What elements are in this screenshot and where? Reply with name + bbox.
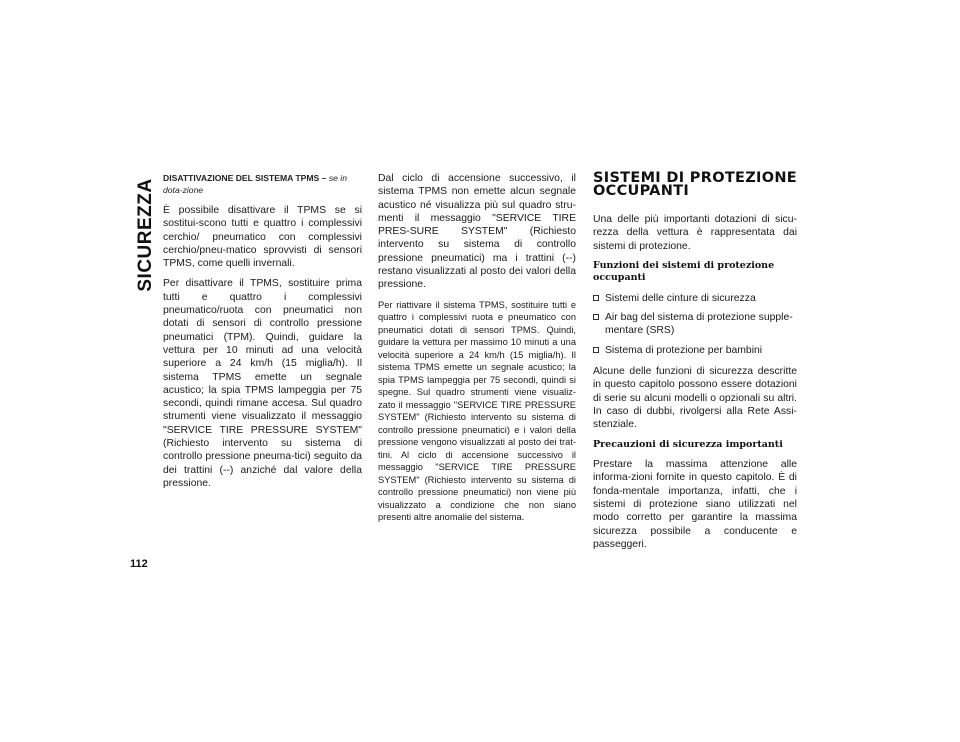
list-item	[593, 311, 797, 338]
page-number: 112	[130, 558, 148, 570]
list-item	[593, 292, 797, 305]
list-item-label: Sistema di protezione per bambini	[605, 344, 763, 356]
list-item	[593, 344, 797, 357]
protection-systems-list	[593, 292, 797, 357]
section-title: SISTEMI DI PROTEZIONE OCCUPANTI	[593, 170, 797, 199]
square-bullet-icon	[593, 295, 599, 301]
tpms-deactivation-heading	[163, 172, 362, 196]
square-bullet-icon	[593, 347, 599, 353]
precautions-paragraph: Prestare la massima attenzione alle informa-zioni fornite in questo capitolo. È di fonda-mentale importanza, infatti, che i sistemi di protezione siano utilizzati nel modo corretto per garantire la massima sicurezza possibile a conducente e passeggeri.	[593, 459, 797, 550]
section-side-label-text: SICUREZZA	[135, 178, 156, 292]
sub-heading-precautions: Precauzioni di sicurezza importanti	[593, 438, 783, 450]
tpms-paragraph: Per riattivare il sistema TPMS, sostituire tutti e quattro i complessivi ruota e pneumatico con pneumatici dotati di sensori TPMS. Quindi, guidare la vettura per massimo 10 minuti a una velocità superiore a 24 km/h (15 miglia/h). Il sistema TPMS emette un segnale acustico; la spia TPMS lampeggia per 75 secondi, quindi si spegne. Sul quadro strumenti viene visualiz-zato il messaggio "SERVICE TIRE PRESSURE SYSTEM" (Richiesto intervento su sistema di controllo pressione pneumatici) e i valori della pressione vengono visualizzati al posto dei trat-tini. Al ciclo di accensione successivo il messaggio "SERVICE TIRE PRESSURE SYSTEM" (Richiesto intervento su sistema di controllo pressione pneumatici) non viene più visualizzato a condizione che non siano presenti altre anomalie del sistema.	[378, 299, 576, 523]
list-item-label: Sistemi delle cinture di sicurezza	[605, 292, 756, 304]
sub-heading-functions: Funzioni dei sistemi di protezione occupanti	[593, 259, 775, 284]
intro-paragraph: Una delle più importanti dotazioni di sicu-rezza della vettura è rappresentata dai sistemi di protezione.	[593, 214, 797, 252]
column-tpms-deactivation	[163, 172, 362, 497]
tpms-paragraph: Per disattivare il TPMS, sostituire prima tutti e quattro i complessivi pneumatico/ruota con pneumatici non dotati di sensori di controllo pressione pneumatici (TPM). Quindi, guidare la vettura per 10 minuti ad una velocità superiore a 24 km/h (15 miglia/h). Il sistema TPMS emette un segnale acustico; la spia TPMS lampeggia per 75 secondi, quindi rimane accesa. Sul quadro strumenti viene visualizzato il messaggio "SERVICE TIRE PRESSURE SYSTEM" (Richiesto intervento su sistema di controllo pressione pneuma-tici) seguito da dei trattini (--) anziché dal valore della pressione.	[163, 278, 362, 489]
column-tpms-reactivation	[378, 172, 576, 531]
tpms-deactivation-heading-tail: se in dota-zione	[163, 173, 347, 195]
list-item-label: Air bag del sistema di protezione supple-mentare (SRS)	[605, 312, 793, 337]
functions-note-paragraph: Alcune delle funzioni di sicurezza descritte in questo capitolo possono essere dotazioni di serie su alcuni modelli o opzionali su altri. In caso di dubbi, rivolgersi alla Rete Assi-stenziale.	[593, 366, 797, 431]
section-side-label	[133, 170, 159, 300]
tpms-deactivation-heading-main: DISATTIVAZIONE DEL SISTEMA TPMS –	[163, 173, 329, 183]
tpms-paragraph: È possibile disattivare il TPMS se si sostitui-scono tutti e quattro i complessivi cerchio/ pneumatico con complessivi cerchio/pneu-matico sprovvisti di sensori TPMS, come quelli invernali.	[163, 205, 362, 270]
tpms-paragraph: Dal ciclo di accensione successivo, il sistema TPMS non emette alcun segnale acustico né visualizza più sul quadro stru-menti il messaggio "SERVICE TIRE PRES-SURE SYSTEM" (Richiesto intervento su sistema di controllo pressione pneumatici) ma i trattini (--) restano visualizzati al posto dei valori della pressione.	[378, 173, 576, 291]
square-bullet-icon	[593, 314, 599, 320]
column-occupant-protection	[593, 172, 797, 558]
